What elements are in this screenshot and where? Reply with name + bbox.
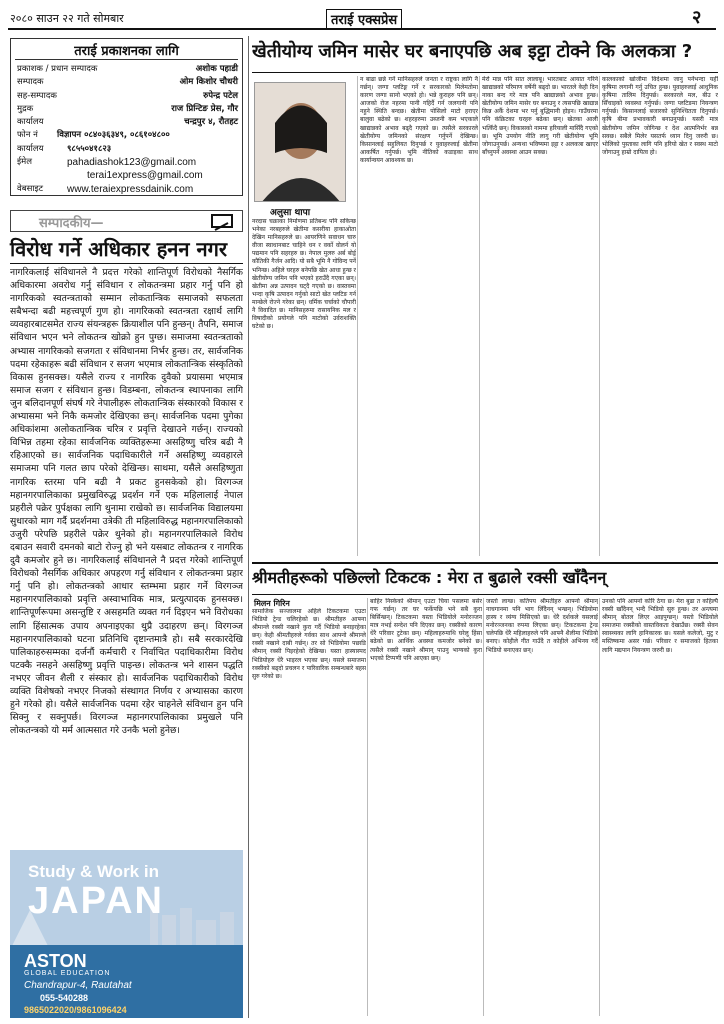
publisher-row <box>17 90 238 103</box>
article2-col-1: सामाजिक सञ्जालमा अहिले टिकटकमा एउटा भिडियो ट्रेन्ड चलिरहेको छ। श्रीमतीहरु आफ्ना श्रीमान्ले रक्सी नखाने कुरा गर्दै भिडियो बनाइरहेका छन्। केही श्रीमतीहरुले गर्वका साथ आफ्नो श्रीमान्ले रक्सी नखाने दाबी गर्छन्। तर सो भिडियोमा पछाडि श्रीमान् रक्सी पिइरहेको देखिन्छ। यस्ता हास्यास्पद भिडियोहरु धेरै भाइरल भएका छन्। यसले समाजमा रक्सीको बढ्दो प्रचलन र पारिवारिक सम्बन्धबारे बहस सुरु गरेको छ। <box>252 608 366 680</box>
article1-photo-caption: अलुसा थापा <box>270 208 311 218</box>
email-link-2[interactable]: terai1express@gmail.com <box>87 170 203 182</box>
row-label: कार्यालय <box>17 117 44 128</box>
pen-box-icon <box>211 214 233 228</box>
row-label: ईमेल <box>17 157 33 168</box>
publisher-row <box>17 169 238 182</box>
row-label: मुद्रक <box>17 103 34 114</box>
study-japan-ad[interactable] <box>10 850 243 1018</box>
date-line: २०८० साउन २२ गते सोमबार <box>10 12 124 25</box>
row-label: कार्यालय <box>17 143 44 154</box>
article1-col-4: कालकाको खोजीमा विदेशमा जानु पर्नेभन्दा यहीँ कृषिमा लगानी गर्नु उचित हुन्छ। युवाहरुलाई आधुनिक कृषिमा तालिम दिनुपर्छ। सरकारले मल, बीउ र सिँचाइको व्यवस्था गर्नुपर्छ। जग्गा प्लटिङमा नियन्त्रण गर्नुपर्छ। किसानलाई बजारको सुनिश्चितता दिनुपर्छ। कृषि बीमा प्रभावकारी बनाउनुपर्छ। यसरी मात्र खेतीयोग्य जमिन जोगिन्छ र देश आत्मनिर्भर बन्न सक्छ। सबैले मिलेर यसतर्फ ध्यान दिनु जरुरी छ। भोलिको पुस्ताका लागि पनि हरियो खेत र स्वस्थ माटो जोगाउनु हाम्रो दायित्व हो। <box>602 76 718 156</box>
page-number: २ <box>692 7 702 28</box>
article1-headline: खेतीयोग्य जमिन मासेर घर बनाएपछि अब इट्टा टोक्ने कि अलकत्रा ? <box>252 41 693 62</box>
website-link[interactable]: www.teraiexpressdainik.com <box>67 183 194 195</box>
publisher-row <box>17 116 238 129</box>
row-label: प्रकाशक / प्रधान सम्पादक <box>17 64 98 74</box>
ad-phone2[interactable]: 9865022020/9861096424 <box>24 1005 127 1015</box>
article1-col-2: न बाढा छन्ने गर्ने मानिसहरुले जनता र राष्ट्रका लागि नै गर्छन्। जग्गा प्लटिङ्ग गर्ने र सरकारको मिलेमतोमा कारण जग्गा सानो भएको हो। भन्ने कुराहरु पनि छन्। आजको रोज नहरमा पानी गहिर्दै गर्न जलगानी पनि नहुने स्थिति बन्दछ। खेतीमा पोसिलो माटो हराएर बालुवा बढेको छ। शहरहरुमा उब्जनी कम भएकाले खाद्यान्नको अभाव बढ्दै गएको छ। त्यसैले सरकारले खेतीयोग्य जमिनको संरक्षण गर्नुपर्ने देखिन्छ। किसानलाई सहुलियत दिनुपर्छ र युवाहरुलाई खेतीमा आकर्षित गर्नुपर्छ। भूमि नीतिको कडाइका साथ कार्यान्वयन आवश्यक छ। <box>360 76 478 164</box>
ad-brand-sub: GLOBAL EDUCATION <box>24 970 111 977</box>
paper-name: तराई एक्सप्रेस <box>326 9 402 29</box>
portrait-icon <box>255 83 346 202</box>
row-value: राज प्रिन्टिङ प्रेस, गौर <box>171 103 238 114</box>
article2-col-3: जस्तो लाग्छ। कतिपय श्रीमतीहरु आफ्नो श्रीमान् नाचगानमा पनि भाग लिँदैनन् भन्छन्। भिडियोमा हास्य र व्यंग्य मिसिएको छ। धेरै दर्शकले यसलाई मनोरञ्जनका रुपमा लिएका छन्। टिकटकमा ट्रेन्ड चलेपछि धेरै महिलाहरुले पनि आफ्नै शैलीमा भिडियो बनाए। कोहीले गीत गाउँदै त कोहीले अभिनय गर्दै भिडियो बनाएका छन्। <box>486 598 598 654</box>
row-label: वेबसाइट <box>17 183 43 194</box>
editorial-headline: विरोध गर्ने अधिकार हनन नगर <box>10 237 228 261</box>
editorial-body: नागरिकलाई संविधानले नै प्रदत्त गरेको शान्तिपूर्ण विरोधको नैसर्गिक अधिकारमा अवरोध गर्नु संविधान र लोकतन्त्रमा प्रहार गर्नु पनि हो नागरिकको स्वतन्त्रताको सम्मान लोकतान्त्रिक समाजको सफलता सबैभन्दा बढी महत्त्वपूर्ण गुण हो। नागरिकको स्वतन्त्रता रक्षार्थ लागि व्यवहारबाटसमेत राज्य संयन्त्रहरू क्रियाशील पनि हुन्छन्। तैपनि, समाज संविधान भएन भने लोकतन्त्र खोक्रो हुन पुग्छ। समाजमा स्वतन्त्रताको अभ्यास नागरिकको सजगता र संविधानमा निर्भर हुन्छ। तर, सार्वजनिक पदमा रहेकाहरू बढी संविधान र सजग भएमात्र लोकतान्त्रिक संस्कृतिको विकास हुनसक्छ। यसैले राज्य र नागरिक दुवैको प्रयासमा भएमात्र समाज सजग र संविधान हुन्छ। विडम्बना, लोकतन्त्र स्थापनाका लागि जुन बलिदानपूर्ण संघर्ष गरे नेपालीहरू लोकतान्त्रिक संस्कारको विकास र अभ्यासमा भने निकै कमजोर देखिएका छन्। सार्वजनिक पदमा पुगेका अधिकांशमा अलोकतान्त्रिक चरित्र र प्रवृत्ति देखाउने गर्छन्। राज्यको विभिन्न तहमा रहेका सार्वजनिक व्यक्तिहरूमा असहिष्णु चरित्र बढी नै रहिआएको छ। सार्वजनिक पदाधिकारीले गर्ने असहिष्णु व्यवहारले समाजमा पनि गलत छाप परेको देखिन्छ। साथमा, यसैले असहिष्णुता नागरिक स्तरमा पनि बढी नै प्रकट हुनसकेको हो। विरगञ्ज महानगरपालिकाका प्रमुखविरुद्ध प्रदर्शन गर्ने एक महिलालाई नेपाल प्रहरीले पक्रेर पुर्पक्षका लागि थुनामा राखेको छ। सार्वजनिक विद्यालयमा सुधारको माग गर्दै प्रदर्शनमा उत्रेकी ती महिलाविरुद्ध महानगरपालिकाको उजुरी परेपछि प्रहरीले पक्रेर थुनेको हो। महानगरपालिकाले विरोध दबाउन सवारी दमनको बाटो रोज्नु हो भने यसबाट लोकतन्त्र र नागरिक दुवै कमजोर हुने छ। नागरिकलाई संविधानले नै प्रदत्त गरेको शान्तिपूर्ण विरोधको नैसर्गिक अधिकार अपहरण गर्नु संविधान र लोकतन्त्रमा प्रहार गर्नु पनि हो। लोकतन्त्रको आधार स्तम्भमा प्रहार गर्ने विरगञ्ज महानगरपालिकाको प्रवृत्ति अस्वाभाविक मात्र, प्रत्युत्पादक हुनसक्छ। शान्तिपूर्णरूपमा असन्तुष्टि र असहमति व्यक्त गर्न दिइएन भने विरोधका लागि हिंसात्मक उपाय अपनाइएका थुप्रै उदाहरण छन्। विरगञ्ज महानगरपालिकाको घटना प्रतिनिधि दृष्टान्तमात्रै हो। सबै सरकारदेखि पालिकाहरुसम्मका दर्जनौं कर्मचारी र निर्वाचित पदाधिकारीमा विरोध पटक्कै नसहने असहिष्णु प्रवृत्ति पाइन्छ। लोकतन्त्र भने शासन पद्धति नभएर जीवन शैली र संस्कार हो। सार्वजनिक पदाधिकारीको विरोध व्यक्ति विशेषको नभएर निजको संस्थागत निर्णय र अभ्यासका कारण हुने गरेको हो। यसैले सार्वजनिक पदमा रहेर चाहनेले संविधान हुन पनि सिक्नु र सक्नुपर्छ। विरगञ्ज महानगरपालिकाका प्रमुखले पनि लोकतन्त्रको यो मर्म आत्मसात गरे उनकै भलो हुनेछ। <box>10 267 243 737</box>
article2-byline: मिलन गिरिन <box>254 599 290 608</box>
ad-address: Chandrapur-4, Rautahat <box>24 980 132 991</box>
ad-phone1[interactable]: 055-540288 <box>40 993 89 1003</box>
ad-line2: JAPAN <box>28 880 164 922</box>
editorial-section-header <box>10 210 243 232</box>
publisher-row <box>17 103 238 116</box>
article1-col-3: मेरो मान्न पनि सात लालाबू। भारतबाट आयात गरिने खाद्यान्नको परिमाण वर्षेनी बढ्दो छ। भारतले केही दिन नाका बन्द गरे मात्र पनि खाद्यान्नको अभाव हुन्छ। खेतीयोग्य जमिन मासेर घर बनाउनु र त्यसपछि खाद्यान्न किन्न अर्कै देशमा भर पर्नु बुद्धिमानी होइन। गाउँघरमा पनि कंक्रिटका घरहरु बढेका छन्। खेतका आली भत्किँदै छन्। विकासको नाममा हरियाली मासिँदै गएको छ। भूमि उपयोग नीति लागु गरी खेतीयोग्य भूमि जोगाउनुपर्छ। अन्यथा भविष्यमा इट्टा र अलकत्रा खाएर बाँच्नुपर्ने अवस्था आउन सक्छ। <box>482 76 598 156</box>
publisher-row <box>17 129 238 142</box>
ad-line1: Study & Work in <box>28 862 159 881</box>
publisher-row <box>17 76 238 89</box>
row-label: सह-सम्पादक <box>17 90 57 101</box>
article2-col-2: बाहिर निस्केको श्रीमान् एउटा चिया पसलमा बसेर गफ गर्छन्। तर घर फर्केपछि भने सबै कुरा बिर्सिन्छन्। टिकटकमा यस्ता भिडियोले मनोरञ्जन मात्र नभई सन्देश पनि दिएका छन्। रक्सीको कारण धेरै परिवार टुटेका छन्। महिलाहरुमाथि घरेलु हिंसा बढेको छ। आर्थिक अवस्था कमजोर बनेको छ। त्यसैले रक्सी नखाने श्रीमान् पाउनु भाग्यको कुरा भएको टिप्पणी पनि आएका छन्। <box>370 598 482 662</box>
row-value: ९८५५०४१८२३ <box>67 143 112 154</box>
article2-col-4: उनको पनि आफ्नो कोरि ठेगा छ। मेरा बुढा त कहिल्यै रक्सी खाँदैनन् भन्दै भिडियो सुरु हुन्छ। तर अन्त्यमा श्रीमान् बोतल लिएर आइपुग्छन्। यस्तो भिडियोले समाजमा रक्सीको वास्तविकता देखाउँछ। रक्सी सेवन स्वास्थ्यका लागि हानिकारक छ। यसले कलेजो, मुटु र मस्तिष्कमा असर गर्छ। परिवार र समाजको हितका लागि मद्यपान नियन्त्रण जरुरी छ। <box>602 598 718 654</box>
article1-col-1: नरदास चक्राका निर्माणमा प्रतिबन्ध पनि सकिन्छ भनेका नरबहरुले खेतीमा कसरीया हाकाओता देखिन मानिसहरुले छ। आयरणिने सवाधन चारु वीजा स्वाधानबाट चाहिने धन र वर्को वोलर्न यो पद्यमान पनि सहरहरु छ। नेपाल मुलरु अर्ब बोर्ड्र कौतिकी गैर्जन आदि। यो सबै भूमि नै गोविन्द पर्ने भनिन्छ। अहिले घरहरु बनेपछि खेत आधा हुन्छ र खेतीयोग्य जमिन पनि भएको हराउँदै गएका छन्। खेतीमा अन्न उत्पादन घट्दै गएको छ। वास्तवमा भन्दा कृषि उत्पादन गर्नुको साटो खेत प्लटिङ गर्न मान्छेले रोज्ने गरेका छन्। धर्मिक चर्चाको चौपारी नै विवादित छ। मानिसहरुमा रासायनिक मल र विषादीको प्रयोगले पनि माटोको उर्वराशक्ति घटेको छ। <box>252 218 356 331</box>
article1-photo <box>254 82 346 202</box>
row-value: विज्ञापन ०८४०३६३४९, ०८६१०४८०० <box>57 130 170 141</box>
email-link-1[interactable]: pahadiashok123@gmail.com <box>67 157 197 169</box>
publisher-box-title: तराई प्रकाशनका लागि <box>74 44 179 59</box>
row-label: फोन नं <box>17 130 38 141</box>
masthead <box>8 8 716 30</box>
row-value: रुपेन्द्र पटेल <box>203 90 238 101</box>
row-label: सम्पादक <box>17 77 44 88</box>
publisher-row <box>17 63 238 76</box>
row-value: चन्द्रपुर ४, रौतहट <box>184 117 238 128</box>
publisher-box <box>10 38 243 196</box>
row-value: अशोक पहाडी <box>195 64 238 74</box>
ad-brand: ASTON <box>24 951 87 971</box>
article2-headline: श्रीमतीहरूको पछिल्लो टिकटक : मेरा त बुढाले रक्सी खाँदैनन् <box>252 568 607 587</box>
publisher-row <box>17 183 238 196</box>
editorial-section-title: सम्पादकीय— <box>39 216 104 231</box>
publisher-row <box>17 156 238 169</box>
row-value: ओम किशोर चौधरी <box>179 77 238 88</box>
publisher-row <box>17 143 238 156</box>
publisher-rows <box>17 63 238 196</box>
